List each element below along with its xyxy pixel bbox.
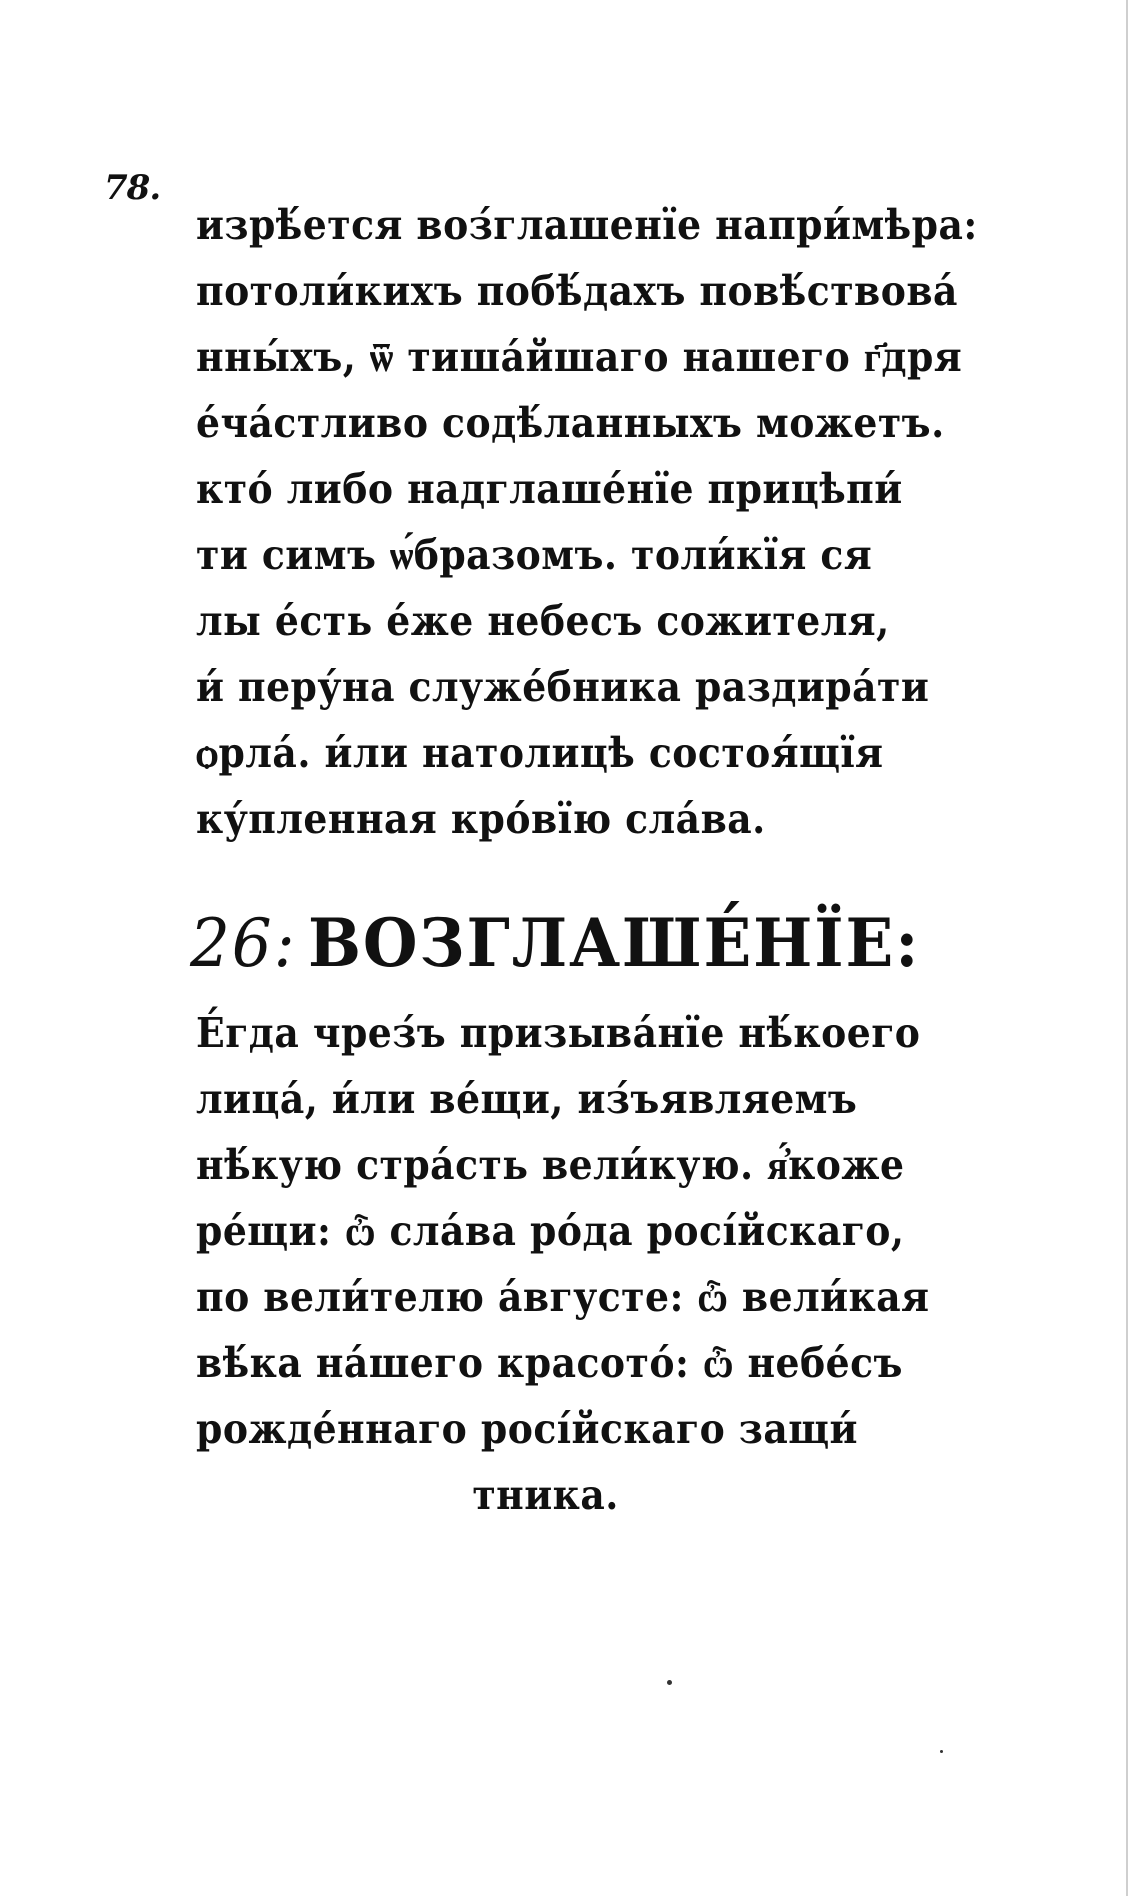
text-line: ку́пленная кро́вїю сла́ва. bbox=[196, 795, 766, 843]
text-line: тника. bbox=[472, 1471, 619, 1519]
text-line: е́ча́стливо содѣ́ланныхъ можетъ. bbox=[196, 399, 945, 447]
text-line: изрѣ́ется воз́глашенїе напри́мѣра: bbox=[196, 201, 978, 249]
text-line: нны́хъ, ѿ тиша́йшаго нашего г҃дря bbox=[196, 333, 963, 381]
text-line: кто́ либо надглаше́нїе прицѣпи́ bbox=[196, 465, 903, 513]
text-line: ти симъ ѡ́бразомъ. толи́кїя ся bbox=[196, 531, 873, 579]
text-line: лы е́сть е́же небесъ сожителя, bbox=[196, 597, 890, 645]
text-line: Е́гда чрез́ъ призыва́нїе нѣ́коего bbox=[196, 1009, 921, 1057]
text-line: нѣ́кую стра́сть вели́кую. я҆́коже bbox=[196, 1141, 905, 1189]
page-number: 78. bbox=[104, 168, 161, 208]
text-line: и́ перу́на служе́бника раздира́ти bbox=[196, 663, 930, 711]
section-heading bbox=[190, 904, 920, 982]
text-line: по вели́телю а́вгусте: ѽ вели́кая bbox=[196, 1273, 930, 1321]
section-number: 26: bbox=[190, 905, 297, 982]
paragraph-1 bbox=[196, 192, 1036, 852]
text-line: потоли́кихъ побѣ́дахъ повѣ́ствова́ bbox=[196, 267, 958, 315]
text-line: ѻрла́. и́ли натолицѣ состоя́щїя bbox=[196, 729, 884, 777]
text-line: ре́щи: ѽ сла́ва ро́да росі́йскаго, bbox=[196, 1207, 905, 1255]
scan-speck bbox=[940, 1750, 943, 1753]
scan-speck bbox=[667, 1680, 672, 1685]
section-title: ВОЗГЛАШЕ́НЇЕ: bbox=[308, 904, 921, 982]
page-edge-rule bbox=[1126, 0, 1128, 1896]
paragraph-2 bbox=[196, 1000, 1036, 1528]
text-line: рожде́ннаго росі́йскаго защи́ bbox=[196, 1405, 858, 1453]
text-line: вѣ́ка на́шего красото́: ѽ небе́съ bbox=[196, 1339, 903, 1387]
text-line: лица́, и́ли ве́щи, из́ъявляемъ bbox=[196, 1075, 858, 1123]
